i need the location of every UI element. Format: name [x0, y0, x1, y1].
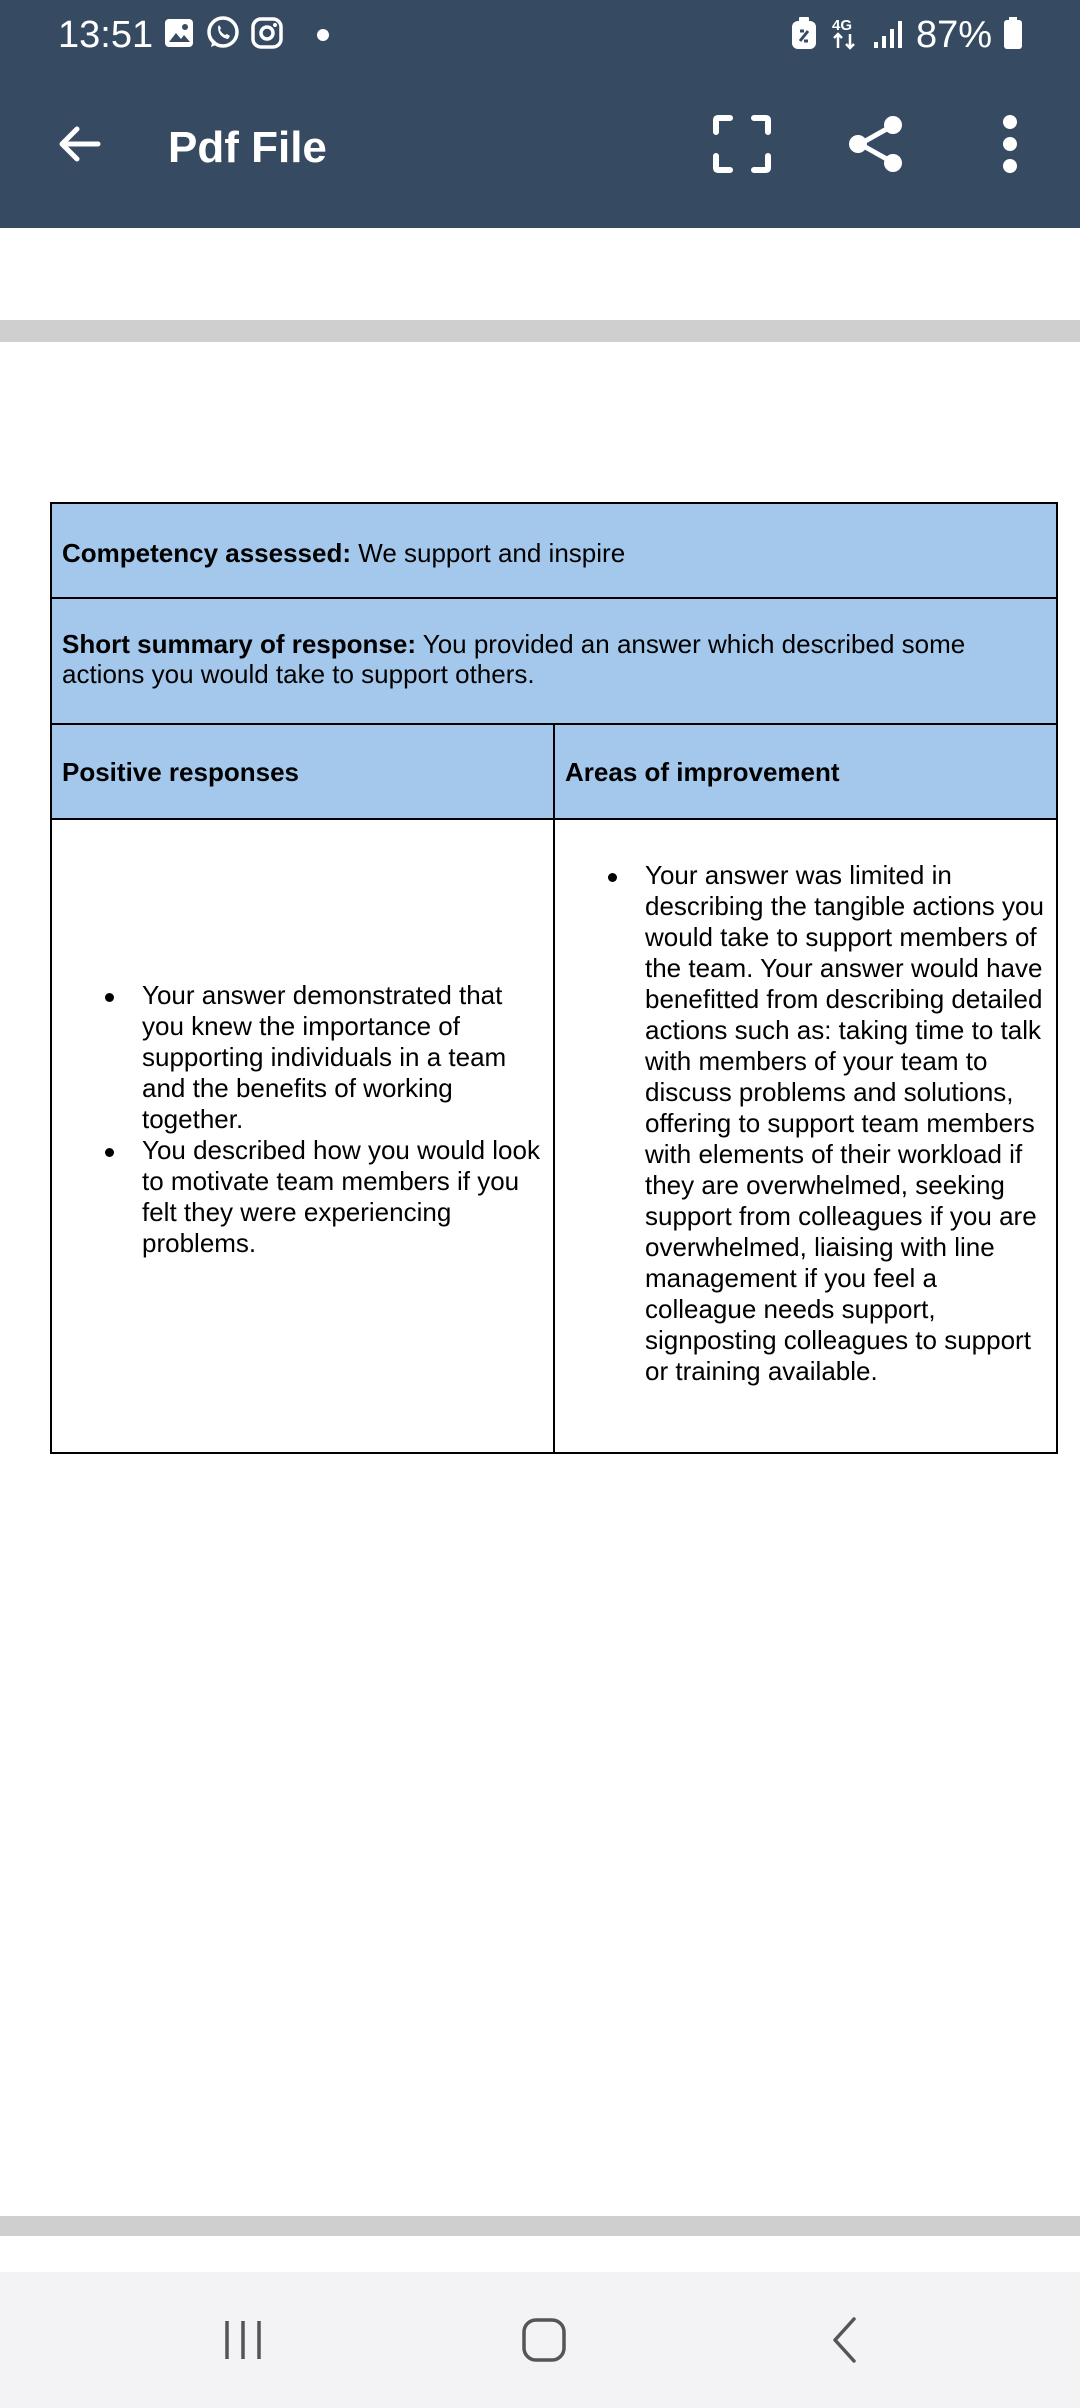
svg-text:4G: 4G [831, 16, 852, 34]
improvement-list [555, 860, 1056, 1387]
home-button[interactable] [504, 2300, 584, 2380]
system-nav-bar [0, 2272, 1080, 2408]
list-item: Your answer was limited in describing the tangible actions you would take to support members of the team. Your answer would have benefitted from describing detailed actions such as: taking time to talk with members of your team to discuss problems and solutions, offering to support team members with elements of their workload if they are overwhelmed, seeking support from colleagues if you are overwhelmed, liaising with line management if you feel a colleague needs support, signposting colleagues to support or training available. [555, 860, 1056, 1387]
arrow-back-icon [58, 124, 102, 164]
home-icon [519, 2315, 569, 2365]
more-options-button[interactable] [974, 108, 1046, 180]
app-header [0, 0, 1080, 228]
gallery-icon [162, 16, 196, 50]
page-separator [0, 2216, 1080, 2236]
list-item: You described how you would look to motivate team members if you felt they were experiencing problems. [52, 1135, 553, 1259]
previous-page-bottom [0, 228, 1080, 320]
nav-back-button[interactable] [806, 2300, 886, 2380]
list-item: Your answer demonstrated that you knew the importance of supporting individuals in a team and the benefits of working together. [52, 980, 553, 1135]
page-separator [0, 320, 1080, 342]
share-icon [846, 114, 906, 174]
summary-label: Short summary of response: [62, 629, 416, 659]
column-header-row [52, 725, 1056, 820]
positive-list [52, 980, 553, 1259]
status-system-icons [790, 12, 1024, 58]
summary-row [52, 599, 1056, 725]
pdf-page[interactable] [0, 342, 1080, 2216]
recents-button[interactable] [203, 2300, 283, 2380]
summary-value: You provided an answer which described some actions you would take to support others. [62, 629, 966, 689]
recents-icon [218, 2315, 268, 2365]
status-time: 13:51 [58, 14, 154, 56]
status-notification-icons [162, 14, 284, 52]
positive-responses-header: Positive responses [62, 757, 299, 787]
battery-icon [1002, 15, 1024, 56]
next-page-top [0, 2236, 1080, 2272]
more-vert-icon [998, 114, 1022, 174]
areas-of-improvement-cell [553, 820, 1056, 1452]
notification-dot-icon [317, 29, 329, 41]
share-button[interactable] [840, 108, 912, 180]
signal-icon [872, 16, 906, 55]
content-row [52, 820, 1056, 1452]
competency-value: We support and inspire [351, 538, 626, 568]
competency-row [52, 504, 1056, 599]
feedback-table [50, 502, 1058, 1454]
fullscreen-button[interactable] [706, 108, 778, 180]
whatsapp-icon [204, 14, 242, 52]
battery-percentage: 87% [915, 14, 992, 56]
battery-saver-icon [790, 15, 818, 56]
areas-of-improvement-header: Areas of improvement [553, 725, 1056, 818]
positive-responses-cell [52, 820, 553, 1452]
fullscreen-icon [712, 114, 772, 174]
4g-data-icon [828, 14, 862, 57]
back-icon [821, 2315, 871, 2365]
back-button[interactable] [48, 112, 112, 176]
instagram-icon [250, 16, 284, 50]
page-title: Pdf File [168, 123, 327, 172]
competency-label: Competency assessed: [62, 538, 352, 568]
